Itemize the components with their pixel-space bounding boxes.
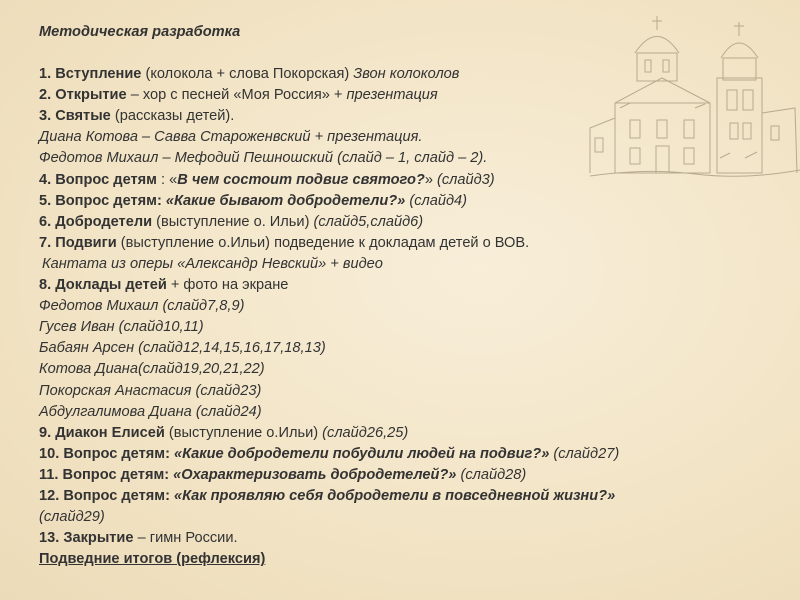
list-item: Подведние итогов (рефлексия) bbox=[39, 551, 266, 568]
list-item: 3. Святые (рассказы детей). bbox=[39, 108, 235, 125]
list-item: 7. Подвиги (выступление о.Ильи) подведение к докладам детей о ВОВ. bbox=[39, 234, 530, 251]
list-item: 5. Вопрос детям: «Какие бывают добродетели?» (слайд4) bbox=[39, 192, 468, 209]
list-item: Кантата из оперы «Александр Невский» + видео bbox=[42, 255, 383, 272]
list-item: 4. Вопрос детям : «В чем состоит подвиг святого?» (слайд3) bbox=[39, 171, 495, 188]
list-item: Гусев Иван (слайд10,11) bbox=[39, 319, 204, 336]
list-item: 1. Вступление (колокола + слова Покорская) Звон колоколов bbox=[39, 66, 460, 83]
list-item: Покорская Анастасия (слайд23) bbox=[39, 382, 262, 399]
document-body bbox=[39, 22, 784, 570]
list-item: 11. Вопрос детям: «Охарактеризовать добродетелей?» (слайд28) bbox=[39, 466, 527, 483]
list-item: 8. Доклады детей + фото на экране bbox=[39, 277, 289, 294]
list-item: 10. Вопрос детям: «Какие добродетели побудили людей на подвиг?» (слайд27) bbox=[39, 445, 620, 462]
list-item: Федотов Михаил (слайд7,8,9) bbox=[39, 298, 245, 315]
list-item: (слайд29) bbox=[39, 509, 105, 526]
list-item: 2. Открытие – хор с песней «Моя Россия» + презентация bbox=[39, 87, 438, 104]
list-item: 13. Закрытие – гимн России. bbox=[39, 530, 238, 547]
list-item: Котова Диана(слайд19,20,21,22) bbox=[39, 361, 265, 378]
document-title: Методическая разработка bbox=[39, 24, 241, 40]
list-item: Абдулгалимова Диана (слайд24) bbox=[39, 403, 262, 420]
list-item: 6. Добродетели (выступление о. Ильи) (слайд5,слайд6) bbox=[39, 213, 424, 230]
list-item: Диана Котова – Савва Староженвский + презентация. bbox=[39, 129, 423, 146]
list-item: Федотов Михаил – Мефодий Пешношский (слайд – 1, слайд – 2). bbox=[39, 150, 488, 167]
list-item: Бабаян Арсен (слайд12,14,15,16,17,18,13) bbox=[39, 340, 326, 357]
list-item: 9. Диакон Елисей (выступление о.Ильи) (слайд26,25) bbox=[39, 424, 409, 441]
list-item: 12. Вопрос детям: «Как проявляю себя добродетели в повседневной жизни?» bbox=[39, 487, 616, 504]
